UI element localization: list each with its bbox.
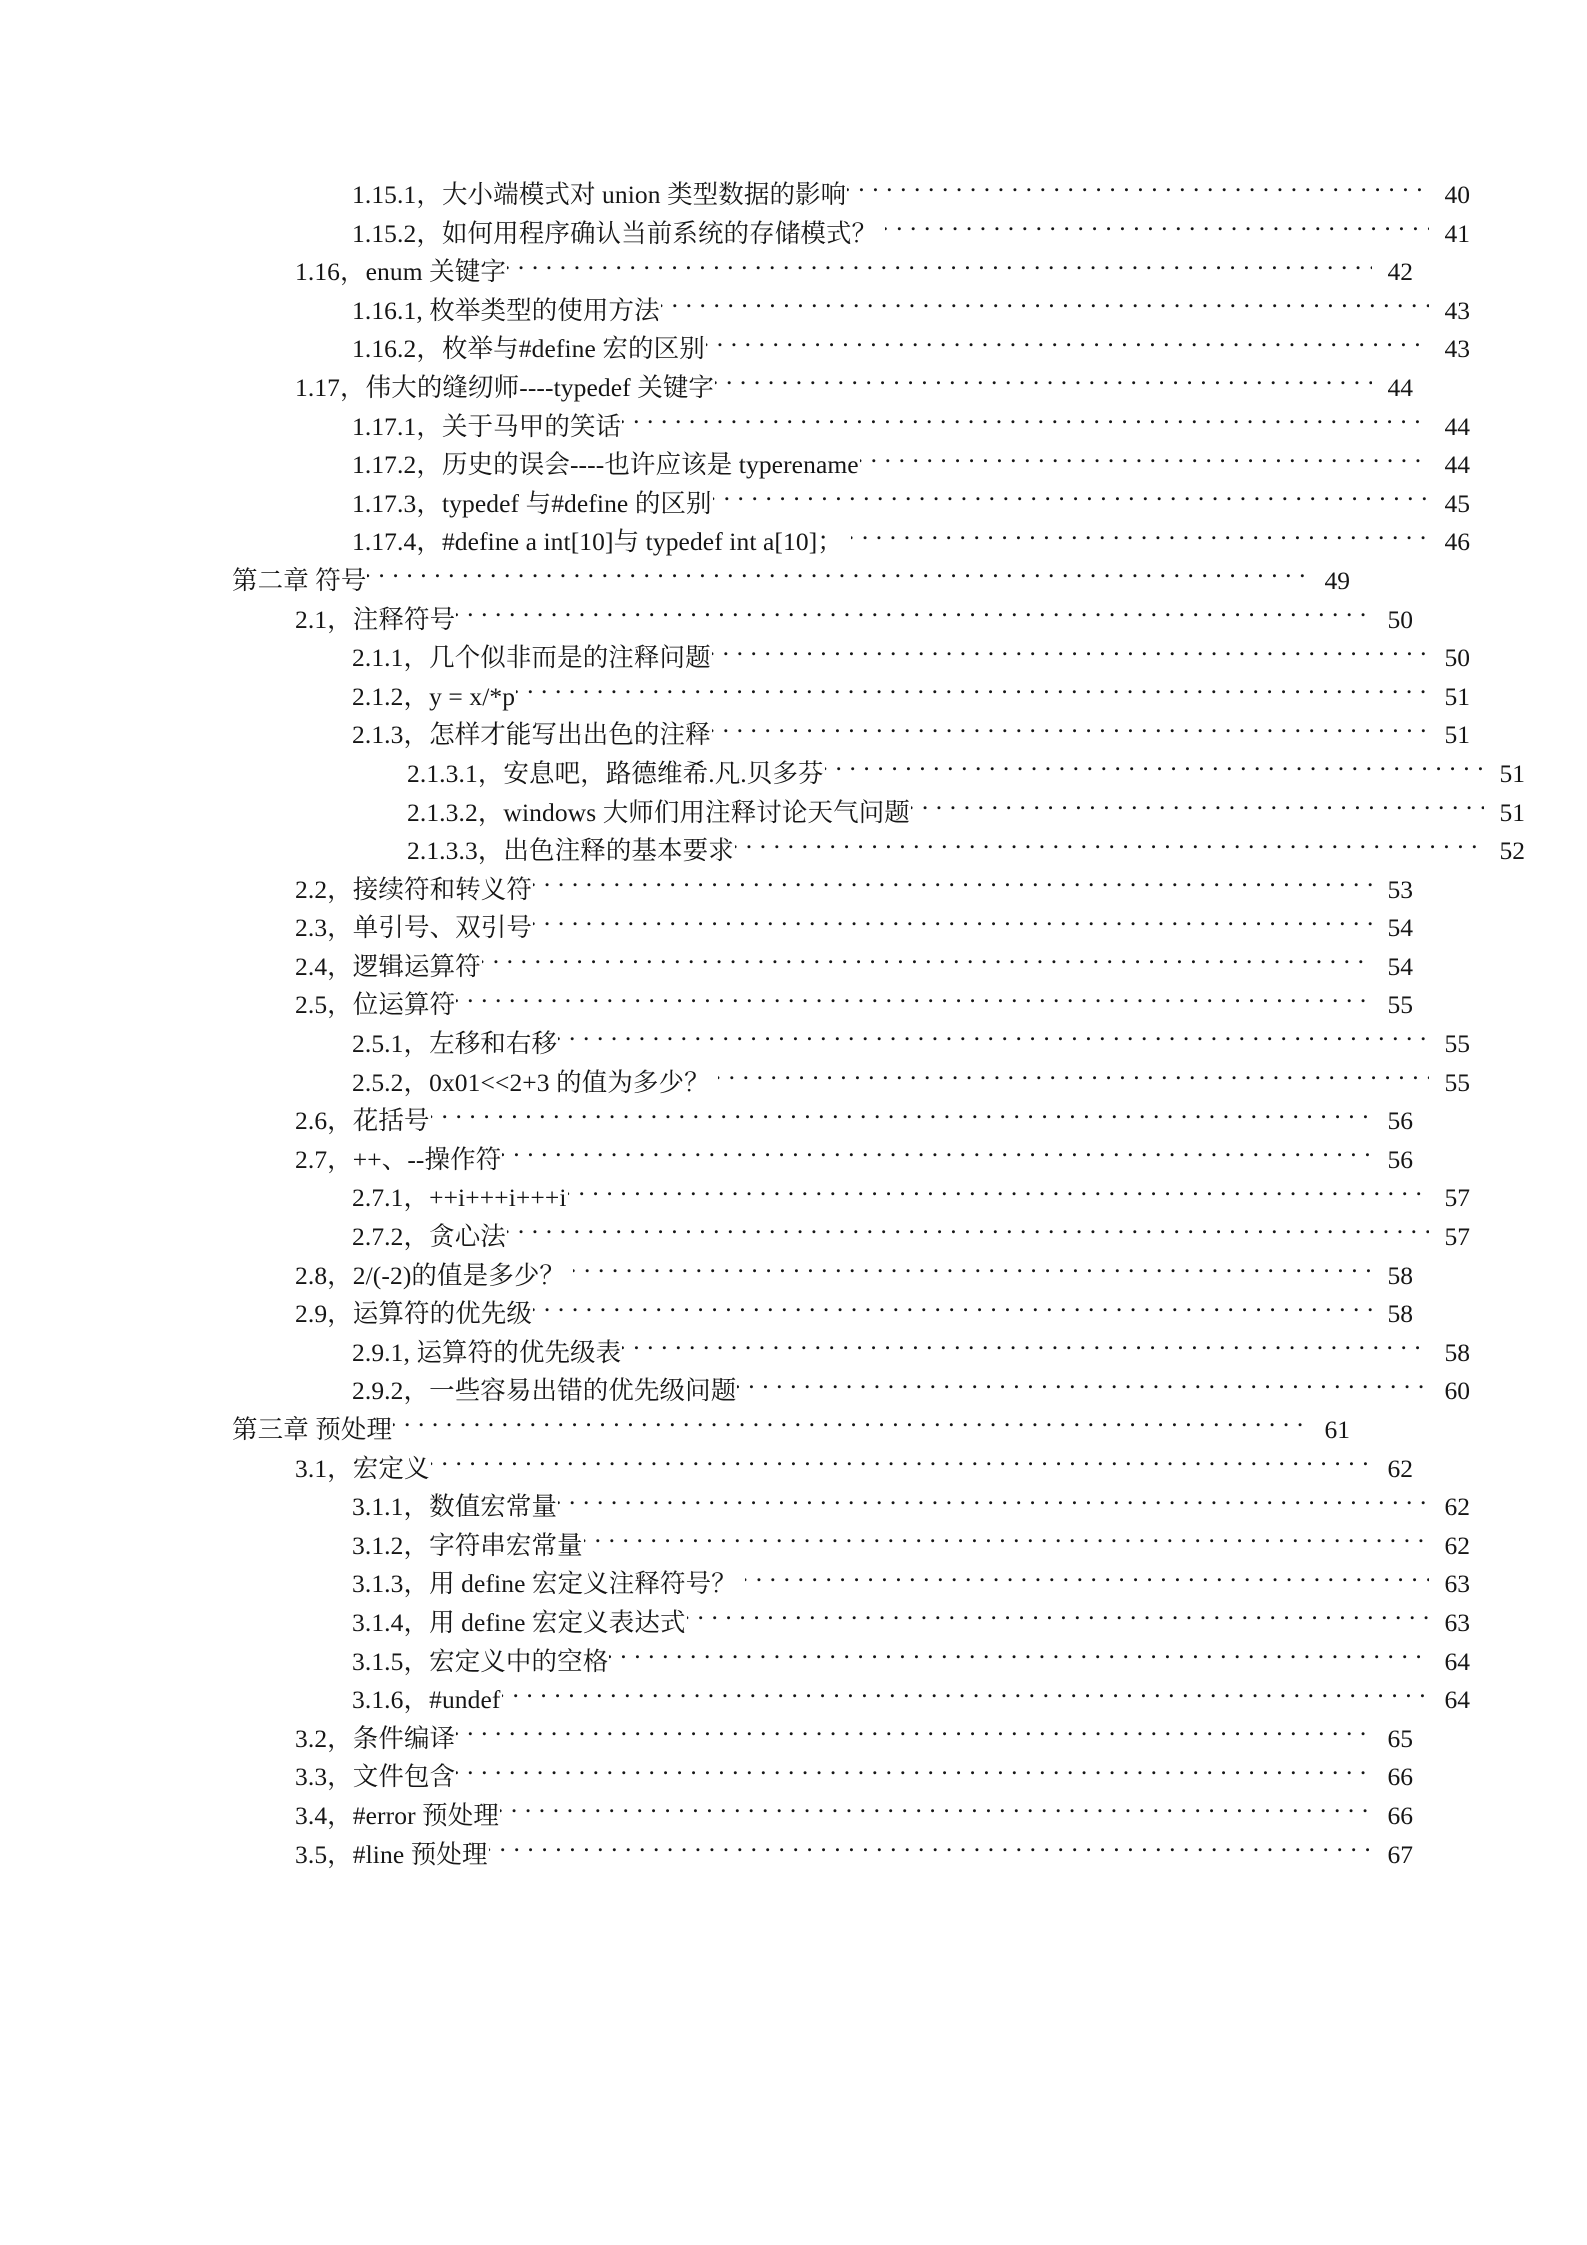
toc-dot-leader [911, 795, 1484, 821]
toc-entry-page-number: 51 [1499, 797, 1525, 827]
toc-entry[interactable] [232, 1141, 1413, 1180]
toc-entry-title: 2.7.1，++i+++i+++i [352, 1183, 567, 1213]
toc-entry-page-number: 44 [1444, 450, 1470, 480]
toc-dot-leader [502, 1683, 1429, 1709]
toc-dot-leader [735, 834, 1484, 860]
toc-entry-title: 2.9.1, 运算符的优先级表 [352, 1337, 622, 1367]
toc-entry-title: 3.1.6，#undef [352, 1685, 501, 1715]
toc-entry[interactable] [232, 1102, 1413, 1141]
toc-dot-leader [745, 1567, 1429, 1593]
toc-entry[interactable] [232, 1604, 1470, 1643]
toc-dot-leader [706, 332, 1429, 358]
toc-entry-title: 2.1.2，y = x/*p [352, 681, 516, 711]
toc-entry-title: 2.5.1，左移和右移 [352, 1029, 558, 1059]
toc-entry[interactable] [232, 215, 1470, 254]
toc-dot-leader [533, 872, 1372, 898]
toc-dot-leader [885, 216, 1429, 242]
toc-entry-page-number: 63 [1444, 1569, 1470, 1599]
toc-entry[interactable] [232, 678, 1470, 717]
toc-dot-leader [661, 293, 1429, 319]
toc-entry-page-number: 57 [1444, 1183, 1470, 1213]
toc-entry[interactable] [232, 446, 1470, 485]
toc-entry[interactable] [232, 1295, 1413, 1334]
toc-entry-title: 1.17.4，#define a int[10]与 typedef int a[10]； [352, 527, 843, 557]
toc-entry[interactable] [232, 986, 1413, 1025]
toc-entry-title: 1.15.2，如何用程序确认当前系统的存储模式？ [352, 218, 878, 248]
toc-entry-page-number: 63 [1444, 1607, 1470, 1637]
toc-entry[interactable] [232, 1643, 1470, 1682]
toc-entry-page-number: 51 [1444, 681, 1470, 711]
toc-entry-page-number: 54 [1387, 913, 1413, 943]
toc-entry-title: 1.15.1，大小端模式对 union 类型数据的影响 [352, 180, 847, 209]
toc-entry[interactable] [232, 1758, 1413, 1797]
toc-entry-page-number: 55 [1444, 1029, 1470, 1059]
toc-dot-leader [533, 911, 1372, 937]
toc-entry-title: 2.5，位运算符 [295, 990, 456, 1020]
toc-entry-title: 2.1.3.3，出色注释的基本要求 [407, 836, 734, 866]
toc-entry[interactable] [232, 832, 1525, 871]
toc-dot-leader [715, 370, 1372, 396]
toc-entry-title: 2.4，逻辑运算符 [295, 951, 481, 981]
toc-dot-leader [825, 756, 1484, 782]
toc-entry-page-number: 44 [1387, 372, 1413, 402]
toc-entry-title: 1.16.1, 枚举类型的使用方法 [352, 295, 660, 325]
toc-entry[interactable] [232, 523, 1470, 562]
toc-entry-page-number: 55 [1387, 990, 1413, 1020]
toc-entry-page-number: 65 [1387, 1723, 1413, 1753]
toc-entry-page-number: 51 [1444, 720, 1470, 750]
toc-entry-title: 3.1.5，宏定义中的空格 [352, 1646, 609, 1676]
toc-dot-leader [847, 178, 1429, 204]
table-of-contents [232, 176, 1525, 1874]
toc-entry-page-number: 58 [1444, 1337, 1470, 1367]
toc-entry[interactable] [232, 1720, 1413, 1759]
toc-dot-leader [558, 1490, 1429, 1516]
toc-entry-title: 1.17.3，typedef 与#define 的区别 [352, 488, 712, 518]
toc-entry-title: 2.7.2，贪心法 [352, 1222, 506, 1252]
toc-entry-page-number: 64 [1444, 1685, 1470, 1715]
toc-entry[interactable] [232, 1450, 1413, 1489]
toc-dot-leader [712, 718, 1429, 744]
toc-entry-page-number: 45 [1444, 488, 1470, 518]
toc-dot-leader [622, 409, 1429, 435]
toc-dot-leader [533, 1297, 1372, 1323]
toc-dot-leader [851, 525, 1429, 551]
toc-entry-page-number: 53 [1387, 874, 1413, 904]
toc-entry[interactable] [232, 292, 1470, 331]
toc-entry-title: 1.17.1，关于马甲的笑话 [352, 411, 622, 441]
toc-entry-title: 2.6，花括号 [295, 1106, 430, 1136]
toc-dot-leader [712, 641, 1429, 667]
toc-entry-page-number: 44 [1444, 411, 1470, 441]
toc-entry[interactable] [232, 485, 1470, 524]
toc-dot-leader [568, 1181, 1429, 1207]
toc-entry[interactable] [232, 408, 1470, 447]
toc-entry[interactable] [232, 601, 1413, 640]
toc-dot-leader [456, 602, 1372, 628]
toc-entry-title: 1.16.2，枚举与#define 宏的区别 [352, 334, 705, 364]
toc-entry[interactable] [232, 1179, 1470, 1218]
toc-entry-title: 3.1，宏定义 [295, 1453, 430, 1483]
toc-dot-leader [573, 1258, 1372, 1284]
toc-dot-leader [584, 1528, 1429, 1554]
toc-entry[interactable] [232, 1488, 1470, 1527]
toc-entry[interactable] [232, 639, 1470, 678]
toc-entry[interactable] [232, 1411, 1350, 1450]
toc-entry[interactable] [232, 1527, 1470, 1566]
toc-entry[interactable] [232, 716, 1470, 755]
toc-dot-leader [860, 448, 1429, 474]
toc-entry-title: 2.9.2，一些容易出错的优先级问题 [352, 1376, 737, 1406]
toc-entry[interactable] [232, 909, 1413, 948]
toc-entry-page-number: 55 [1444, 1067, 1470, 1097]
toc-dot-leader [713, 486, 1429, 512]
toc-entry-title: 2.1.1，几个似非而是的注释问题 [352, 643, 711, 673]
toc-dot-leader [482, 949, 1372, 975]
toc-entry-title: 3.1.1，数值宏常量 [352, 1492, 558, 1522]
toc-entry-title: 3.1.4，用 define 宏定义表达式 [352, 1607, 686, 1637]
toc-entry-page-number: 56 [1387, 1106, 1413, 1136]
toc-dot-leader [500, 1798, 1372, 1824]
toc-entry-page-number: 51 [1499, 758, 1525, 788]
toc-entry[interactable] [232, 1836, 1413, 1875]
toc-entry[interactable] [232, 948, 1413, 987]
toc-entry-page-number: 66 [1387, 1800, 1413, 1830]
toc-entry-title: 2.1.3.1，安息吧，路德维希.凡.贝多芬 [407, 758, 824, 788]
toc-entry-page-number: 40 [1444, 180, 1470, 209]
toc-entry-title: 2.2，接续符和转义符 [295, 874, 532, 904]
toc-dot-leader [507, 255, 1372, 281]
toc-entry-page-number: 43 [1444, 295, 1470, 325]
toc-entry-title: 2.1，注释符号 [295, 604, 456, 634]
toc-entry-title: 2.1.3，怎样才能写出出色的注释 [352, 720, 711, 750]
toc-entry-page-number: 50 [1387, 604, 1413, 634]
toc-entry-page-number: 66 [1387, 1762, 1413, 1792]
toc-entry[interactable] [232, 176, 1470, 215]
toc-entry-page-number: 52 [1499, 836, 1525, 866]
toc-entry-title: 3.1.3，用 define 宏定义注释符号？ [352, 1569, 737, 1599]
toc-dot-leader [507, 1220, 1429, 1246]
toc-dot-leader [367, 563, 1309, 589]
toc-dot-leader [489, 1837, 1372, 1863]
toc-entry[interactable] [232, 1025, 1470, 1064]
toc-entry-page-number: 62 [1387, 1453, 1413, 1483]
toc-entry-title: 2.7，++、--操作符 [295, 1144, 502, 1174]
toc-entry[interactable] [232, 1334, 1470, 1373]
toc-entry[interactable] [232, 794, 1525, 833]
toc-entry-page-number: 67 [1387, 1839, 1413, 1869]
toc-entry-title: 3.4，#error 预处理 [295, 1800, 499, 1830]
toc-entry-title: 2.9，运算符的优先级 [295, 1299, 532, 1329]
toc-entry[interactable] [232, 1372, 1470, 1411]
toc-dot-leader [737, 1374, 1429, 1400]
toc-entry-page-number: 62 [1444, 1492, 1470, 1522]
toc-entry-page-number: 62 [1444, 1530, 1470, 1560]
toc-dot-leader [456, 988, 1372, 1014]
toc-entry-page-number: 42 [1387, 257, 1413, 287]
toc-entry-page-number: 57 [1444, 1222, 1470, 1252]
toc-entry[interactable] [232, 871, 1413, 910]
toc-entry-page-number: 43 [1444, 334, 1470, 364]
toc-dot-leader [516, 679, 1429, 705]
toc-entry[interactable] [232, 562, 1350, 601]
toc-entry-title: 3.2，条件编译 [295, 1723, 456, 1753]
toc-entry-page-number: 50 [1444, 643, 1470, 673]
toc-dot-leader [622, 1335, 1429, 1361]
toc-entry-title: 3.3，文件包含 [295, 1762, 456, 1792]
toc-entry-page-number: 54 [1387, 951, 1413, 981]
toc-dot-leader [718, 1065, 1429, 1091]
toc-entry-page-number: 60 [1444, 1376, 1470, 1406]
toc-entry-title: 2.3，单引号、双引号 [295, 913, 532, 943]
toc-dot-leader [393, 1413, 1309, 1439]
toc-entry-page-number: 46 [1444, 527, 1470, 557]
toc-dot-leader [456, 1721, 1372, 1747]
toc-entry[interactable] [232, 253, 1413, 292]
toc-dot-leader [431, 1451, 1372, 1477]
toc-entry-title: 3.5，#line 预处理 [295, 1839, 488, 1869]
toc-entry-title: 1.16，enum 关键字 [295, 257, 506, 287]
toc-entry[interactable] [232, 1565, 1470, 1604]
toc-entry-title: 3.1.2，字符串宏常量 [352, 1530, 583, 1560]
toc-dot-leader [456, 1760, 1372, 1786]
toc-entry-title: 2.1.3.2，windows 大师们用注释讨论天气问题 [407, 797, 910, 827]
toc-entry[interactable] [232, 1064, 1470, 1103]
toc-entry[interactable] [232, 330, 1470, 369]
toc-entry-title: 第二章 符号 [232, 565, 367, 595]
toc-dot-leader [558, 1027, 1429, 1053]
toc-entry[interactable] [232, 1257, 1413, 1296]
toc-entry[interactable] [232, 755, 1525, 794]
toc-entry-page-number: 56 [1387, 1144, 1413, 1174]
toc-entry[interactable] [232, 1681, 1470, 1720]
toc-entry-page-number: 41 [1444, 218, 1470, 248]
toc-entry-title: 第三章 预处理 [232, 1415, 393, 1444]
toc-dot-leader [431, 1104, 1372, 1130]
toc-entry-title: 1.17，伟大的缝纫师----typedef 关键字 [295, 372, 715, 402]
toc-entry[interactable] [232, 1218, 1470, 1257]
toc-dot-leader [502, 1142, 1372, 1168]
toc-entry-page-number: 58 [1387, 1260, 1413, 1290]
toc-entry[interactable] [232, 1797, 1413, 1836]
toc-entry-page-number: 58 [1387, 1299, 1413, 1329]
toc-dot-leader [609, 1644, 1429, 1670]
toc-entry-page-number: 49 [1324, 565, 1350, 595]
toc-entry-title: 1.17.2，历史的误会----也许应该是 typerename [352, 450, 859, 480]
toc-entry-page-number: 64 [1444, 1646, 1470, 1676]
toc-entry-title: 2.8，2/(-2)的值是多少？ [295, 1260, 566, 1290]
toc-entry-title: 2.5.2，0x01<<2+3 的值为多少？ [352, 1067, 710, 1097]
toc-entry-page-number: 61 [1324, 1415, 1350, 1444]
toc-entry[interactable] [232, 369, 1413, 408]
toc-dot-leader [687, 1605, 1429, 1631]
